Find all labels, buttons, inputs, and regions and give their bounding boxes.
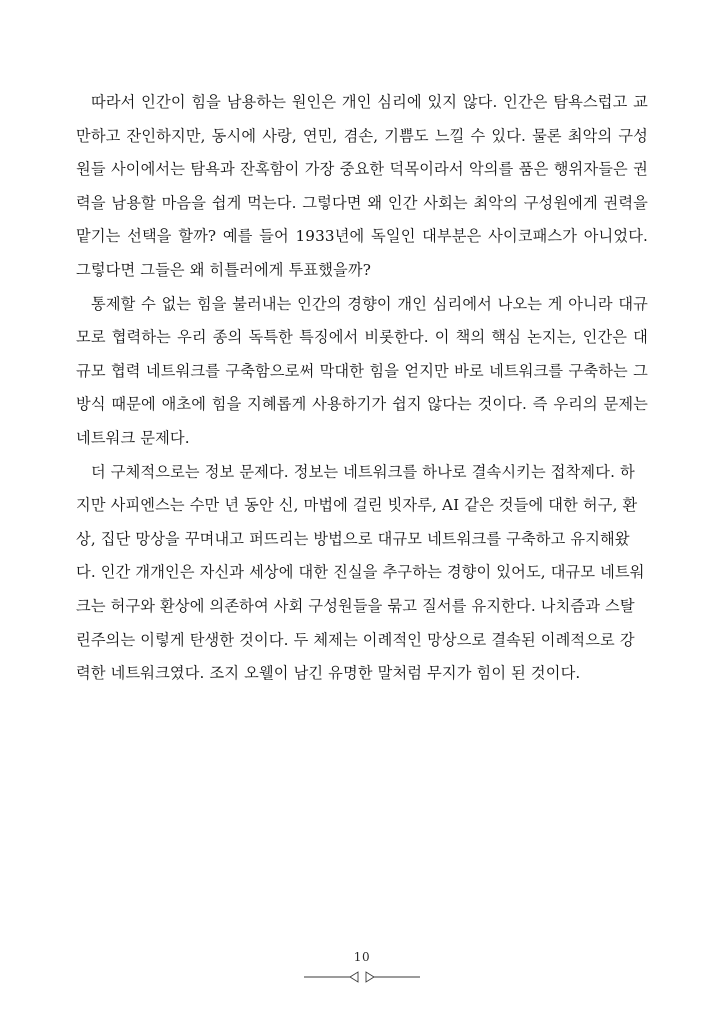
paragraph: 통제할 수 없는 힘을 불러내는 인간의 경향이 개인 심리에서 나오는 게 아니라 대규모로 협력하는 우리 종의 독특한 특징에서 비롯한다. 이 책의 핵심 논지는, 인간은 대규모 협력 네트워크를 구축함으로써 막대한 힘을 얻지만 바로 네트워크를 구축하는 그 방식 때문에 애초에 힘을 지혜롭게 사용하기가 쉽지 않다는 것이다. 즉 우리의 문제는 네트워크 문제다. bbox=[76, 294, 648, 447]
paragraph: 따라서 인간이 힘을 남용하는 원인은 개인 심리에 있지 않다. 인간은 탐욕스럽고 교만하고 잔인하지만, 동시에 사랑, 연민, 겸손, 기쁨도 느낄 수 있다. 물론 최악의 구성원들 사이에서는 탐욕과 잔혹함이 가장 중요한 덕목이라서 악의를 품은 행위자들은 권력을 남용할 마음을 쉽게 먹는다. 그렇다면 왜 인간 사회는 최악의 구성원에게 권력을 맡기는 선택을 할까? 예를 들어 1933년에 독일인 대부분은 사이코패스가 아니었다. 그렇다면 그들은 왜 히틀러에게 투표했을까? bbox=[76, 93, 648, 279]
page-number: 10 bbox=[353, 950, 371, 964]
paragraph: 더 구체적으로는 정보 문제다. 정보는 네트워크를 하나로 결속시키는 접착제다. 하지만 사피엔스는 수만 년 동안 신, 마법에 걸린 빗자루, AI 같은 것들에 대한 허구, 환상, 집단 망상을 꾸며내고 퍼뜨리는 방법으로 대규모 네트워크를 구축하고 유지해왔다. 인간 개개인은 자신과 세상에 대한 진실을 추구하는 경향이 있어도, 대규모 네트워크는 허구와 환상에 의존하여 사회 구성원들을 묶고 질서를 유지한다. 나치즘과 스탈린주의는 이렇게 탄생한 것이다. 두 체제는 이례적인 망상으로 결속된 이례적으로 강력한 네트워크였다. 조지 오웰이 남긴 유명한 말처럼 무지가 힘이 된 것이다. bbox=[76, 462, 645, 683]
diamond-rule-ornament-icon bbox=[0, 968, 724, 986]
page-body-text bbox=[76, 86, 648, 691]
page-footer bbox=[0, 950, 724, 986]
